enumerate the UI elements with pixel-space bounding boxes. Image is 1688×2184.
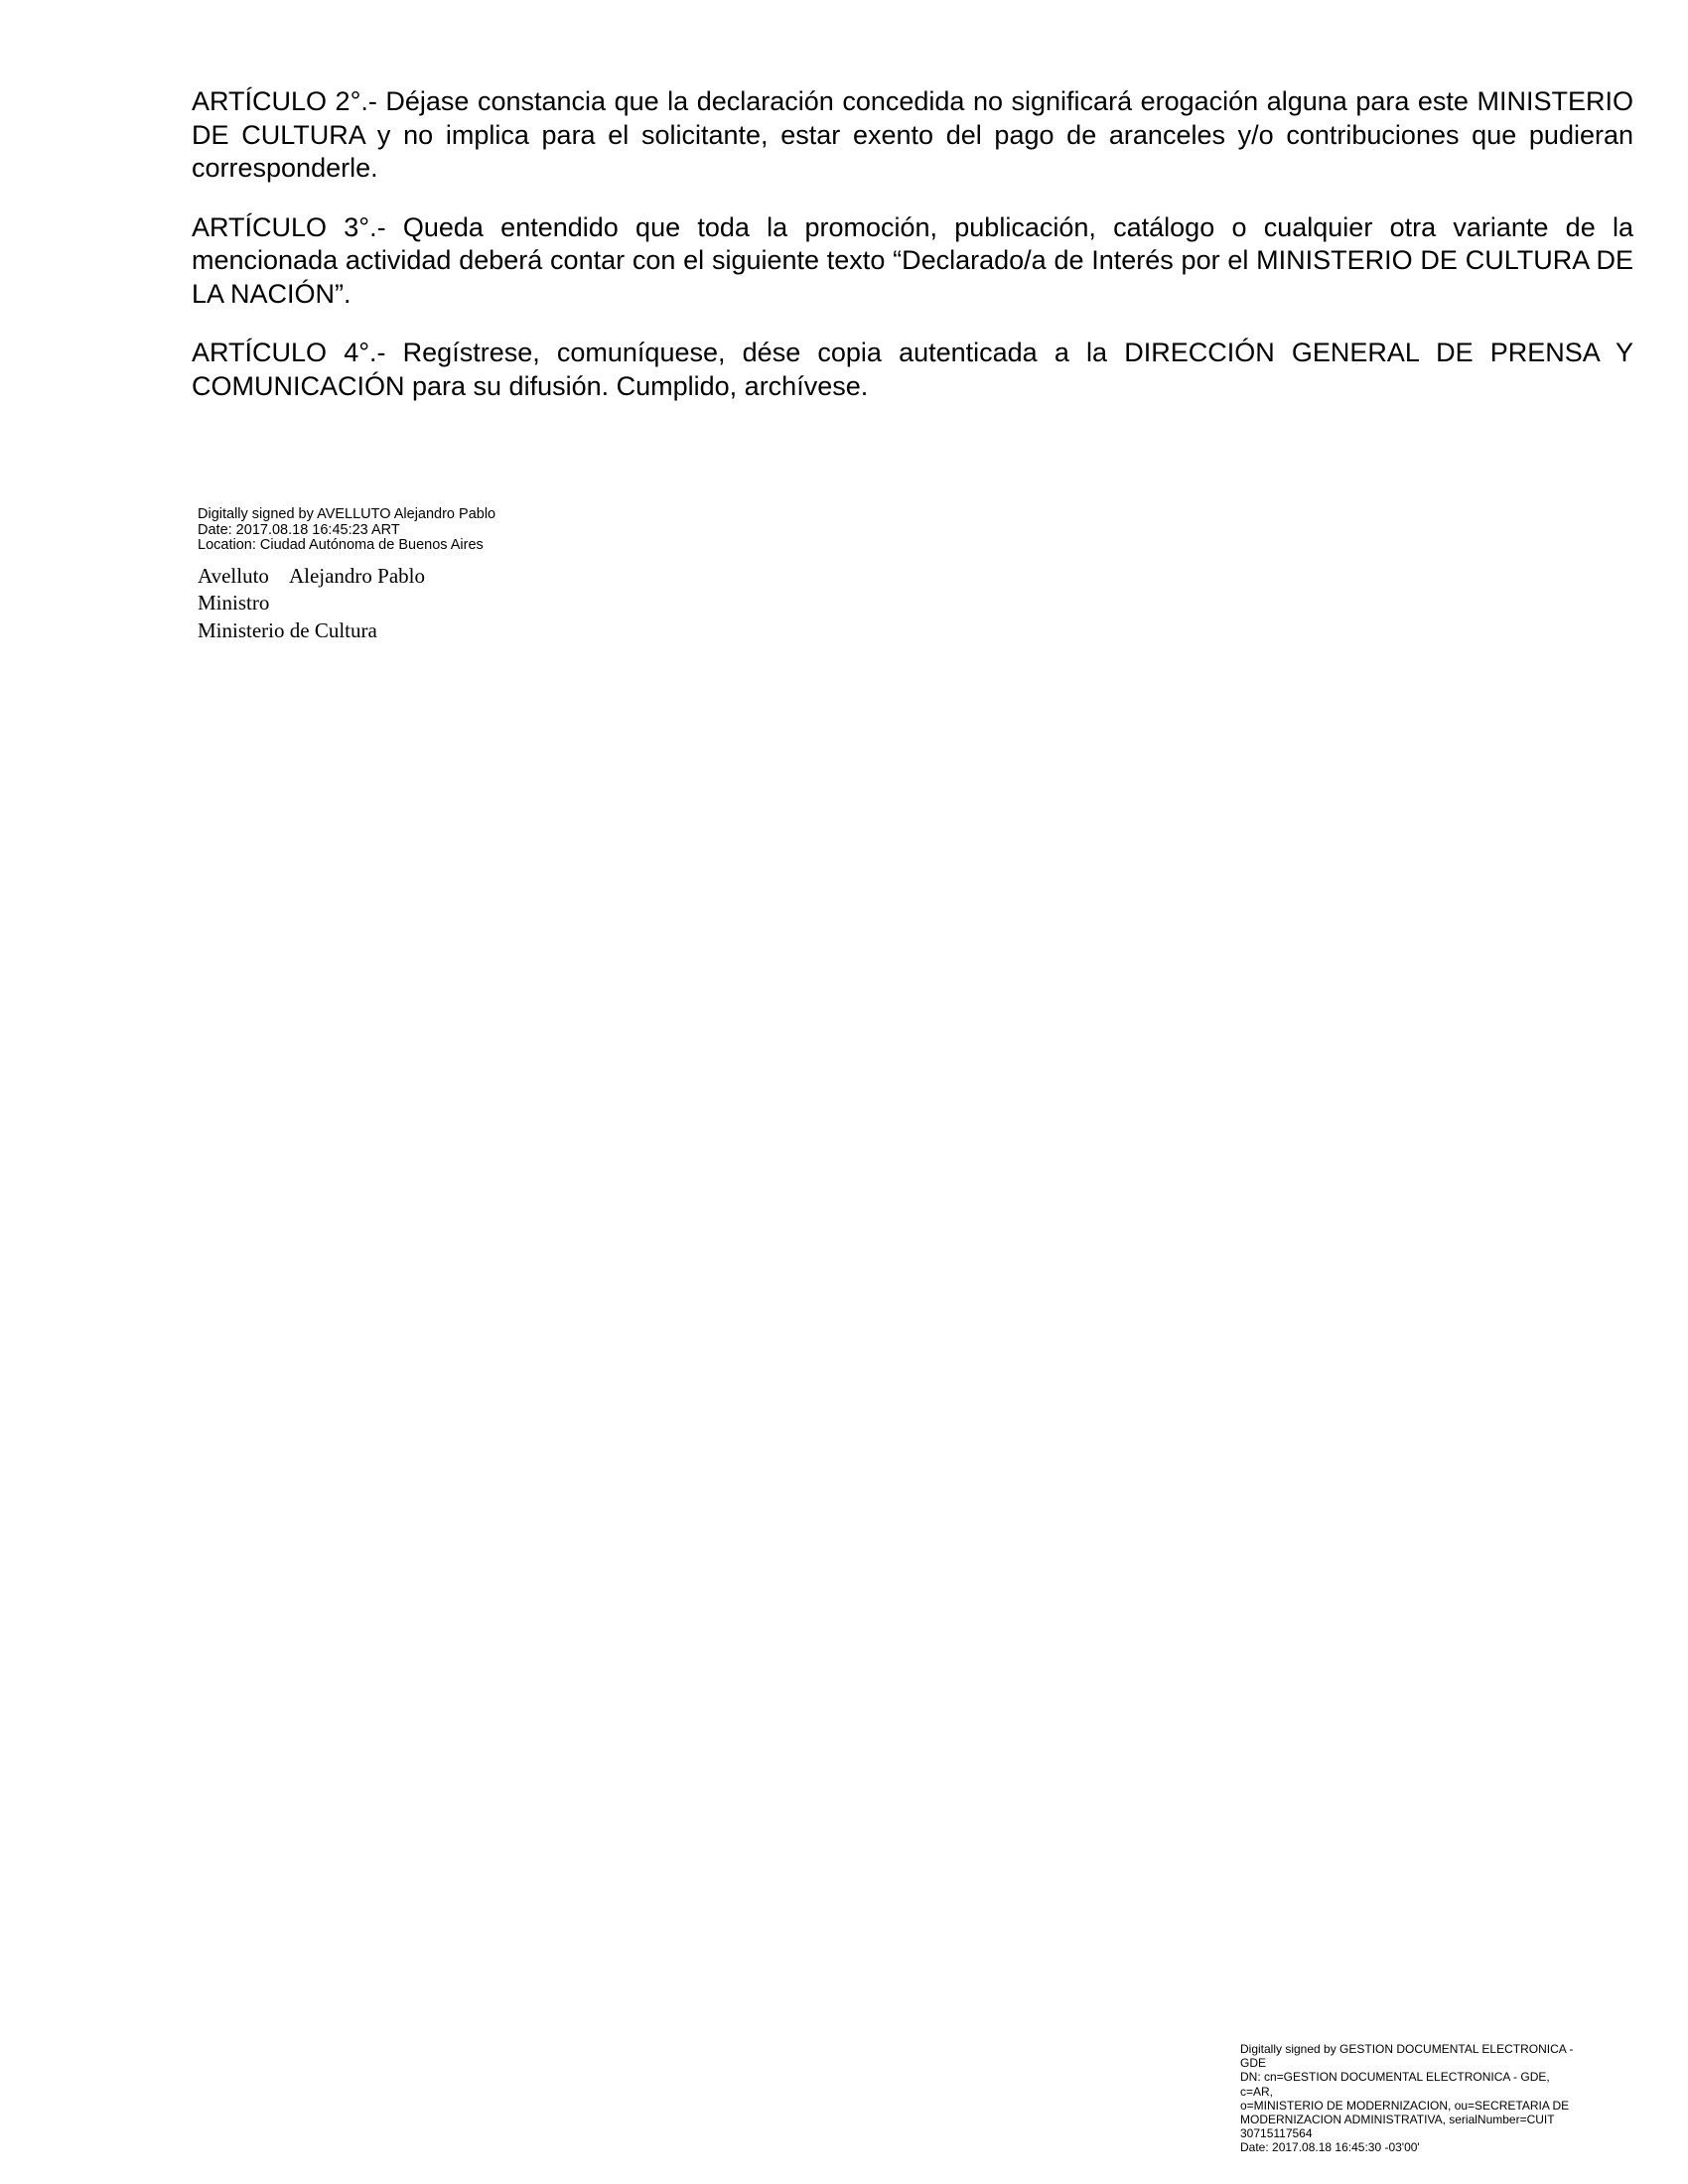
signer-organization: Ministerio de Cultura [198, 617, 377, 642]
signer-name [198, 563, 714, 591]
article-2: ARTÍCULO 2°.- Déjase constancia que la declaración concedida no significará erogación alguna para este MINISTERIO DE CULTURA y no implica para el solicitante, estar exento del pago de aranceles y/o contribuciones que pudieran corresponderle. [192, 86, 1633, 183]
signature-signed-by: Digitally signed by AVELLUTO Alejandro Pablo [198, 506, 496, 522]
article-4: ARTÍCULO 4°.- Regístrese, comuníquese, dése copia autenticada a la DIRECCIÓN GENERAL DE PRENSA Y COMUNICACIÓN para su difusión. Cumplido, archívese. [192, 338, 1633, 401]
signer-details [198, 563, 714, 645]
gde-digital-signature [1240, 2042, 1583, 2155]
signature-location: Location: Ciudad Autónoma de Buenos Aires [198, 537, 484, 553]
gde-line: DN: cn=GESTION DOCUMENTAL ELECTRONICA - GDE, c=AR, [1240, 2070, 1550, 2099]
signer-role: Ministro [198, 591, 270, 614]
gde-line: MODERNIZACION ADMINISTRATIVA, serialNumber=CUIT [1240, 2113, 1555, 2127]
gde-line: 30715117564 [1240, 2126, 1313, 2141]
articles-section [192, 85, 1633, 429]
article-3: ARTÍCULO 3°.- Queda entendido que toda la promoción, publicación, catálogo o cualquier otra variante de la mencionada actividad deberá contar con el siguiente texto “Declarado/a de Interés por el MINISTERIO DE CULTURA DE LA NACIÓN”. [192, 211, 1633, 309]
gde-line: Digitally signed by GESTION DOCUMENTAL ELECTRONICA - [1240, 2042, 1574, 2056]
gde-line: o=MINISTERIO DE MODERNIZACION, ou=SECRETARIA DE [1240, 2098, 1570, 2113]
signature-date: Date: 2017.08.18 16:45:23 ART [198, 521, 400, 538]
signer-surname: Avelluto [198, 563, 269, 588]
signer-given-names: Alejandro Pablo [288, 563, 425, 588]
gde-line: Date: 2017.08.18 16:45:30 -03'00' [1240, 2140, 1420, 2155]
minister-signature-block [198, 507, 714, 644]
gde-line: GDE [1240, 2056, 1267, 2071]
